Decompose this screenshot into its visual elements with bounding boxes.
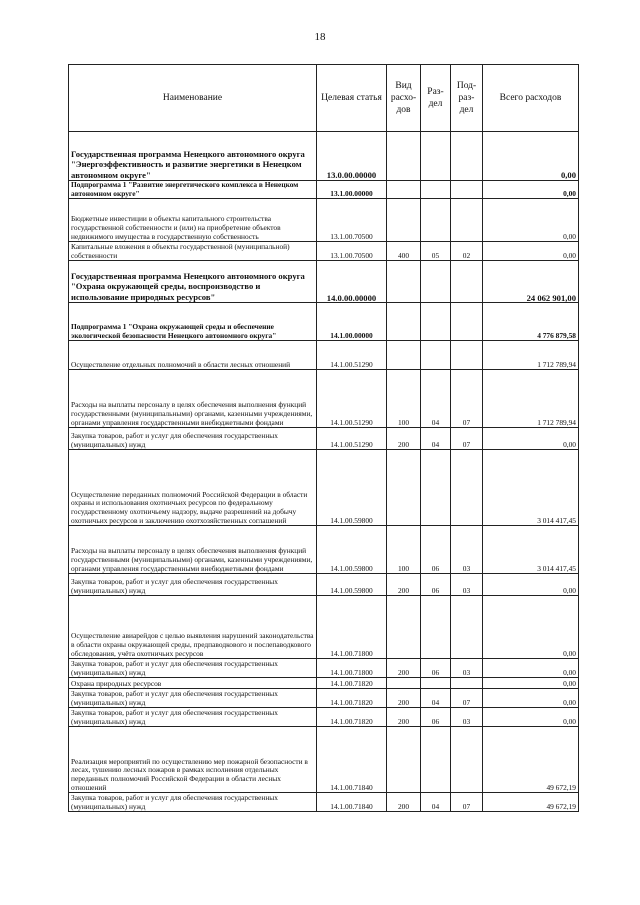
row-name: Осуществление отдельных полномочий в области лесных отношений (69, 341, 317, 370)
row-razdel: 05 (421, 242, 451, 261)
row-name: Расходы на выплаты персоналу в целях обеспечения выполнения функций государственными (муниципальными) органами, казенными учреждениями, органами управления государственными внебюджетными фондами (69, 526, 317, 574)
row-amount: 0,00 (483, 596, 579, 659)
row-vid (387, 199, 421, 242)
row-podrazdel (451, 132, 483, 181)
row-target-code: 13.1.00.00000 (317, 181, 387, 199)
row-amount: 49 672,19 (483, 793, 579, 812)
row-podrazdel: 03 (451, 659, 483, 678)
table-row (69, 428, 579, 450)
row-podrazdel (451, 341, 483, 370)
row-razdel (421, 596, 451, 659)
row-amount: 0,00 (483, 659, 579, 678)
row-vid: 200 (387, 428, 421, 450)
row-target-code: 14.1.00.51290 (317, 428, 387, 450)
row-razdel (421, 181, 451, 199)
row-razdel: 06 (421, 659, 451, 678)
table-row (69, 659, 579, 678)
row-name: Капитальные вложения в объекты государственной (муниципальной) собственности (69, 242, 317, 261)
row-target-code: 14.1.00.71800 (317, 659, 387, 678)
row-target-code: 14.1.00.71820 (317, 678, 387, 689)
row-target-code: 13.1.00.70500 (317, 242, 387, 261)
row-amount: 0,00 (483, 678, 579, 689)
row-name: Закупка товаров, работ и услуг для обеспечения государственных (муниципальных) нужд (69, 708, 317, 727)
row-name: Закупка товаров, работ и услуг для обеспечения государственных (муниципальных) нужд (69, 689, 317, 708)
table-row (69, 526, 579, 574)
row-vid: 200 (387, 793, 421, 812)
row-vid (387, 132, 421, 181)
table-row (69, 450, 579, 526)
row-razdel: 04 (421, 370, 451, 428)
row-podrazdel: 07 (451, 793, 483, 812)
row-podrazdel (451, 303, 483, 341)
row-amount: 1 712 789,94 (483, 370, 579, 428)
row-amount: 3 014 417,45 (483, 450, 579, 526)
table-row (69, 181, 579, 199)
table-row (69, 261, 579, 303)
row-razdel (421, 341, 451, 370)
row-target-code: 14.1.00.71820 (317, 708, 387, 727)
row-razdel (421, 450, 451, 526)
row-amount: 0,00 (483, 428, 579, 450)
table-row (69, 678, 579, 689)
row-amount: 4 776 879,58 (483, 303, 579, 341)
row-name: Закупка товаров, работ и услуг для обеспечения государственных (муниципальных) нужд (69, 574, 317, 596)
row-razdel: 06 (421, 708, 451, 727)
row-razdel (421, 727, 451, 793)
table-row (69, 199, 579, 242)
budget-table (68, 64, 579, 812)
row-razdel: 04 (421, 428, 451, 450)
row-vid (387, 261, 421, 303)
page-number: 18 (314, 31, 326, 43)
row-podrazdel (451, 678, 483, 689)
row-target-code: 14.1.00.71800 (317, 596, 387, 659)
row-name: Государственная программа Ненецкого автономного округа "Охрана окружающей среды, воспроизводство и использование природных ресурсов" (69, 261, 317, 303)
table-row (69, 303, 579, 341)
table-row (69, 242, 579, 261)
row-amount: 0,00 (483, 689, 579, 708)
row-razdel (421, 303, 451, 341)
row-vid (387, 678, 421, 689)
row-vid (387, 596, 421, 659)
row-razdel: 04 (421, 689, 451, 708)
header-vid: Вид расхо-дов (387, 65, 421, 132)
row-podrazdel: 02 (451, 242, 483, 261)
table-row (69, 596, 579, 659)
row-name: Закупка товаров, работ и услуг для обеспечения государственных (муниципальных) нужд (69, 659, 317, 678)
row-podrazdel (451, 199, 483, 242)
header-target: Целевая статья (317, 65, 387, 132)
row-vid (387, 450, 421, 526)
row-vid: 200 (387, 574, 421, 596)
row-amount: 0,00 (483, 574, 579, 596)
table-row (69, 341, 579, 370)
row-vid: 200 (387, 708, 421, 727)
table-row (69, 708, 579, 727)
row-amount: 1 712 789,94 (483, 341, 579, 370)
row-target-code: 13.1.00.70500 (317, 199, 387, 242)
row-vid (387, 341, 421, 370)
row-vid: 100 (387, 370, 421, 428)
row-name: Осуществление переданных полномочий Российской Федерации в области охраны и использования охотничьих ресурсов по федеральному государственному охотничьему надзору, выдаче разрешений на добычу охотничьих ресурсов и заключению охотхозяйственных соглашений (69, 450, 317, 526)
row-target-code: 14.1.00.71820 (317, 689, 387, 708)
row-name: Закупка товаров, работ и услуг для обеспечения государственных (муниципальных) нужд (69, 428, 317, 450)
row-vid: 200 (387, 689, 421, 708)
row-amount: 24 062 901,00 (483, 261, 579, 303)
header-name: Наименование (69, 65, 317, 132)
row-razdel: 06 (421, 574, 451, 596)
row-target-code: 13.0.00.00000 (317, 132, 387, 181)
row-amount: 0,00 (483, 181, 579, 199)
row-podrazdel: 07 (451, 370, 483, 428)
row-target-code: 14.1.00.71840 (317, 793, 387, 812)
row-target-code: 14.1.00.59800 (317, 574, 387, 596)
row-razdel (421, 199, 451, 242)
row-amount: 49 672,19 (483, 727, 579, 793)
row-target-code: 14.1.00.00000 (317, 303, 387, 341)
row-podrazdel (451, 261, 483, 303)
table-row (69, 132, 579, 181)
row-razdel (421, 261, 451, 303)
row-name: Закупка товаров, работ и услуг для обеспечения государственных (муниципальных) нужд (69, 793, 317, 812)
row-target-code: 14.0.00.00000 (317, 261, 387, 303)
row-razdel: 06 (421, 526, 451, 574)
row-podrazdel (451, 727, 483, 793)
row-amount: 0,00 (483, 708, 579, 727)
row-podrazdel: 03 (451, 708, 483, 727)
table-row (69, 574, 579, 596)
header-row (69, 65, 579, 132)
row-podrazdel (451, 596, 483, 659)
row-vid (387, 727, 421, 793)
header-podrazdel: Под-раз-дел (451, 65, 483, 132)
row-amount: 0,00 (483, 132, 579, 181)
row-target-code: 14.1.00.51290 (317, 370, 387, 428)
row-name: Осуществление авиарейдов с целью выявления нарушений законодательства в области охраны окружающей среды, предпаводкового и послепаводкового обследования, учёта охотничьих ресурсов (69, 596, 317, 659)
table-row (69, 793, 579, 812)
row-razdel: 04 (421, 793, 451, 812)
row-name: Расходы на выплаты персоналу в целях обеспечения выполнения функций государственными (муниципальными) органами, казенными учреждениями, органами управления государственными внебюджетными фондами (69, 370, 317, 428)
row-name: Подпрограмма 1 "Развитие энергетического комплекса в Ненецком автономном округе" (69, 181, 317, 199)
row-amount: 3 014 417,45 (483, 526, 579, 574)
row-podrazdel (451, 450, 483, 526)
row-amount: 0,00 (483, 199, 579, 242)
row-razdel (421, 678, 451, 689)
row-name: Подпрограмма 1 "Охрана окружающей среды и обеспечение экологической безопасности Ненецкого автономного округа" (69, 303, 317, 341)
row-target-code: 14.1.00.59800 (317, 450, 387, 526)
row-razdel (421, 132, 451, 181)
row-name: Охрана природных ресурсов (69, 678, 317, 689)
row-vid (387, 303, 421, 341)
row-podrazdel (451, 181, 483, 199)
row-name: Государственная программа Ненецкого автономного округа "Энергоэффективность и развитие энергетики в Ненецком автономном округе" (69, 132, 317, 181)
table-row (69, 689, 579, 708)
row-vid: 400 (387, 242, 421, 261)
header-total: Всего расходов (483, 65, 579, 132)
row-podrazdel: 07 (451, 689, 483, 708)
row-podrazdel: 03 (451, 574, 483, 596)
table-row (69, 727, 579, 793)
row-amount: 0,00 (483, 242, 579, 261)
row-podrazdel: 07 (451, 428, 483, 450)
row-target-code: 14.1.00.59800 (317, 526, 387, 574)
row-target-code: 14.1.00.51290 (317, 341, 387, 370)
row-vid (387, 181, 421, 199)
row-name: Бюджетные инвестиции в объекты капитального строительства государственной собственности и (или) на приобретение объектов недвижимого имущества в государственную собственность (69, 199, 317, 242)
table-row (69, 370, 579, 428)
row-vid: 200 (387, 659, 421, 678)
row-target-code: 14.1.00.71840 (317, 727, 387, 793)
header-razdel: Раз-дел (421, 65, 451, 132)
row-vid: 100 (387, 526, 421, 574)
row-name: Реализация мероприятий по осуществлению мер пожарной безопасности в лесах, тушению лесных пожаров в рамках исполнения отдельных переданных полномочий Российской Федерации в области лесных отношений (69, 727, 317, 793)
row-podrazdel: 03 (451, 526, 483, 574)
